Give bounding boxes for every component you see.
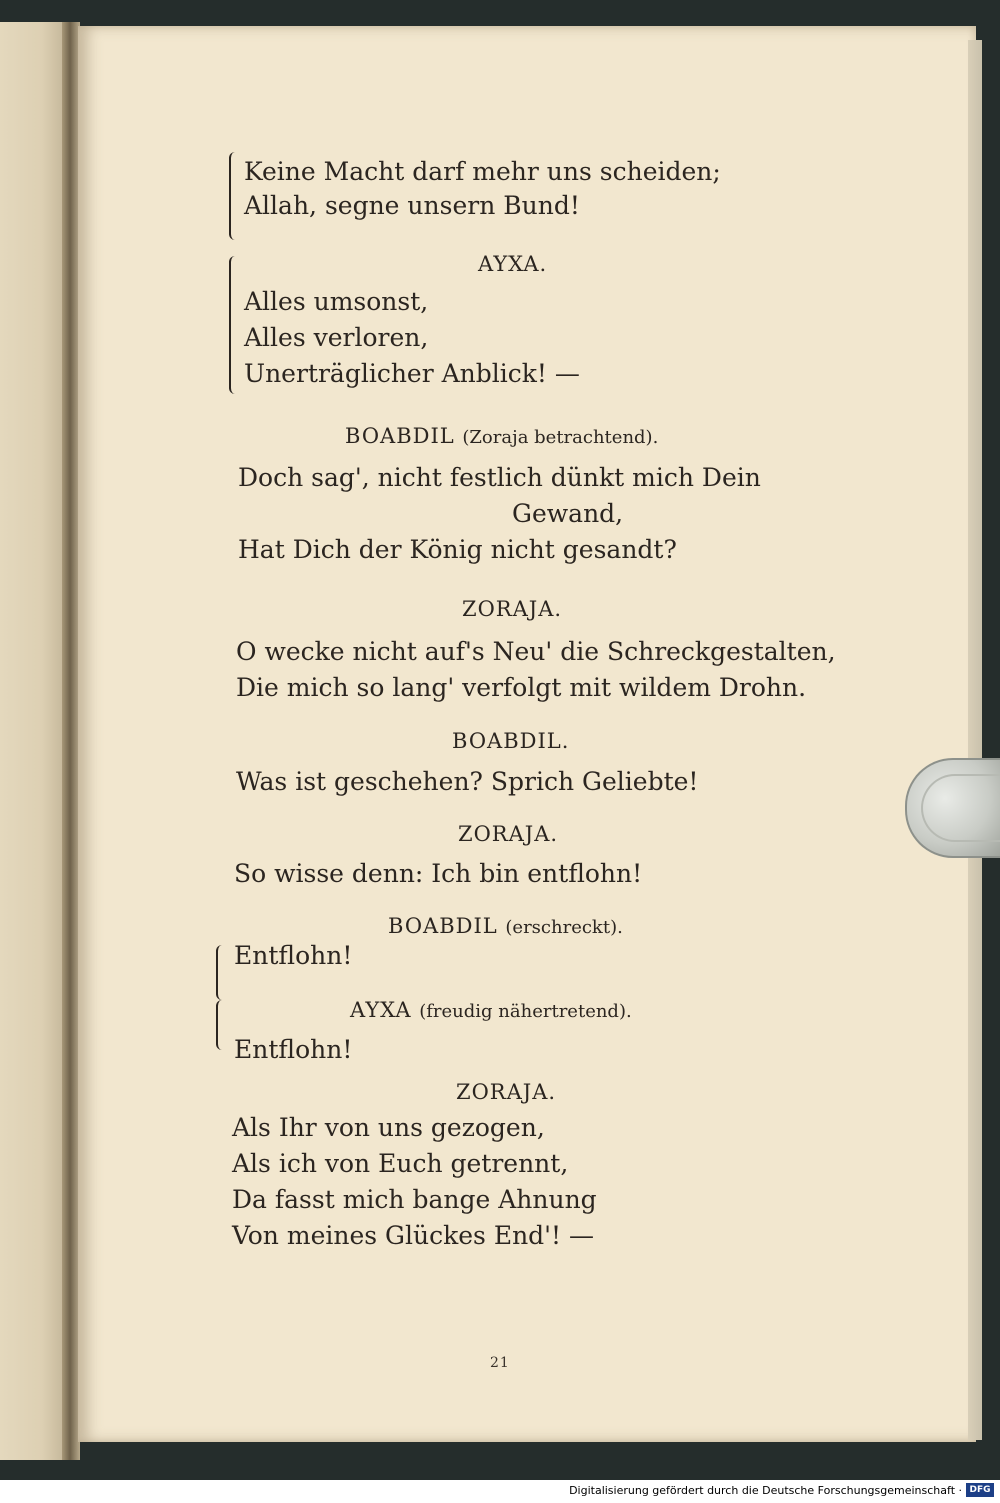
left-page-edge — [0, 22, 70, 1460]
verse-line: Alles umsonst, — [244, 287, 429, 316]
speaker-boabdil: BOABDIL. — [452, 729, 570, 753]
verse-line: Als Ihr von uns gezogen, — [232, 1113, 545, 1142]
speaker-boabdil — [345, 424, 658, 448]
page-clip — [905, 758, 1000, 858]
speaker-ayxa — [350, 998, 632, 1022]
page-number: 21 — [490, 1355, 510, 1371]
speaker-zoraja: ZORAJA. — [462, 597, 563, 621]
speaker-boabdil — [388, 914, 623, 938]
stage-direction: (Zoraja betrachtend). — [462, 427, 659, 448]
verse-line: Gewand, — [512, 499, 624, 528]
bracket-1 — [229, 152, 239, 240]
verse-line: Hat Dich der König nicht gesandt? — [238, 535, 677, 564]
speaker-zoraja: ZORAJA. — [458, 822, 559, 846]
verse-line: Keine Macht darf mehr uns scheiden; — [244, 157, 721, 186]
bracket-4 — [216, 1000, 226, 1050]
bracket-3 — [216, 945, 226, 1000]
verse-line: O wecke nicht auf's Neu' die Schreckgestalten, — [236, 637, 836, 666]
verse-line: Unerträglicher Anblick! — — [244, 359, 580, 388]
verse-line: Als ich von Euch getrennt, — [232, 1149, 569, 1178]
dfg-logo: DFG — [966, 1483, 994, 1497]
verse-line: Da fasst mich bange Ahnung — [232, 1185, 597, 1214]
verse-line: Was ist geschehen? Sprich Geliebte! — [236, 767, 699, 796]
verse-line: Entflohn! — [234, 1035, 353, 1064]
verse-line: Entflohn! — [234, 941, 353, 970]
funding-credit: Digitalisierung gefördert durch die Deutsche Forschungsgemeinschaft · — [569, 1484, 962, 1497]
verse-line: Allah, segne unsern Bund! — [244, 191, 580, 220]
verse-line: Alles verloren, — [244, 323, 429, 352]
bracket-2 — [229, 256, 239, 394]
speaker-name: BOABDIL — [388, 914, 498, 938]
speaker-ayxa: AYXA. — [478, 252, 548, 276]
verse-line: Die mich so lang' verfolgt mit wildem Drohn. — [236, 673, 807, 702]
stage-direction: (erschreckt). — [505, 917, 623, 938]
speaker-zoraja: ZORAJA. — [456, 1080, 557, 1104]
verse-line: Doch sag', nicht festlich dünkt mich Dein — [238, 463, 761, 492]
speaker-name: AYXA — [350, 998, 412, 1022]
verse-line: Von meines Glückes End'! — — [232, 1221, 595, 1250]
stage-direction: (freudig nähertretend). — [419, 1001, 632, 1022]
speaker-name: BOABDIL — [345, 424, 455, 448]
verse-line: So wisse denn: Ich bin entflohn! — [234, 859, 643, 888]
page-edge — [968, 40, 982, 1440]
